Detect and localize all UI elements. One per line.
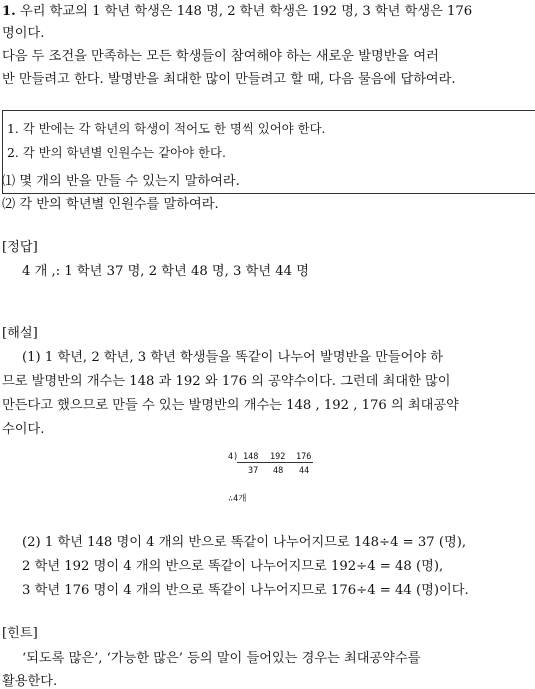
problem-line-2: 명이다. xyxy=(2,26,45,41)
division-divisor: 4) xyxy=(228,452,239,462)
explanation-p1-line-4: 수이다. xyxy=(2,422,45,437)
division-dividend-2: 192 xyxy=(270,452,286,462)
answer-text: 4 개 ,: 1 학년 37 명, 2 학년 48 명, 3 학년 44 명 xyxy=(22,264,309,279)
explanation-p1-line-1: (1) 1 학년, 2 학년, 3 학년 학생들을 똑같이 나누어 발명반을 만들어야 하 xyxy=(22,350,444,365)
hint-line-2: 활용한다. xyxy=(2,674,58,689)
hint-label: [힌트] xyxy=(2,626,38,641)
question-2: ⑵ 각 반의 학년별 인원수를 말하여라. xyxy=(2,197,219,212)
division-quotient-2: 48 xyxy=(273,466,284,476)
division-result: ∴4개 xyxy=(228,494,247,504)
explanation-p1-line-2: 므로 발명반의 개수는 148 과 192 와 176 의 공약수이다. 그런데 최대한 많이 xyxy=(2,374,451,389)
hint-line-1: ‘되도록 많은’, ‘가능한 많은’ 등의 말이 들어있는 경우는 최대공약수를 xyxy=(22,651,421,666)
division-dividend-1: 148 xyxy=(243,452,259,462)
explanation-p1-line-3: 만든다고 했으므로 만들 수 있는 발명반의 개수는 148 , 192 , 176 의 최대공약 xyxy=(2,398,459,413)
problem-line-3: 다음 두 조건을 만족하는 모든 학생들이 참여해야 하는 새로운 발명반을 여러 xyxy=(2,49,439,64)
division-dividend-3: 176 xyxy=(296,452,312,462)
explanation-p2-line-2: 2 학년 192 명이 4 개의 반으로 똑같이 나누어지므로 192÷4 = 48 (명), xyxy=(22,559,444,574)
explanation-p2-line-1: (2) 1 학년 148 명이 4 개의 반으로 똑같이 나누어지므로 148÷4 = 37 (명), xyxy=(22,535,467,550)
condition-1: 1. 각 반에는 각 학년의 학생이 적어도 한 명씩 있어야 한다. xyxy=(7,121,326,136)
question-1: ⑴ 몇 개의 반을 만들 수 있는지 말하여라. xyxy=(2,174,240,189)
explanation-p2-line-3: 3 학년 176 명이 4 개의 반으로 똑같이 나누어지므로 176÷4 = 44 (명)이다. xyxy=(22,583,469,598)
problem-line-1 xyxy=(2,0,472,19)
problem-text-1: 우리 학교의 1 학년 학생은 148 명, 2 학년 학생은 192 명, 3 학년 학생은 176 xyxy=(19,4,473,19)
division-quotient-3: 44 xyxy=(299,466,310,476)
condition-2: 2. 각 반의 학년별 인원수는 같아야 한다. xyxy=(7,145,226,160)
division-bar xyxy=(237,462,313,463)
explanation-label: [해설] xyxy=(2,326,38,341)
division-quotient-1: 37 xyxy=(248,466,259,476)
answer-label: [정답] xyxy=(2,240,38,255)
problem-number: 1. xyxy=(2,4,16,19)
problem-line-4: 반 만들려고 한다. 발명반을 최대한 많이 만들려고 할 때, 다음 물음에 답하여라. xyxy=(2,72,456,87)
